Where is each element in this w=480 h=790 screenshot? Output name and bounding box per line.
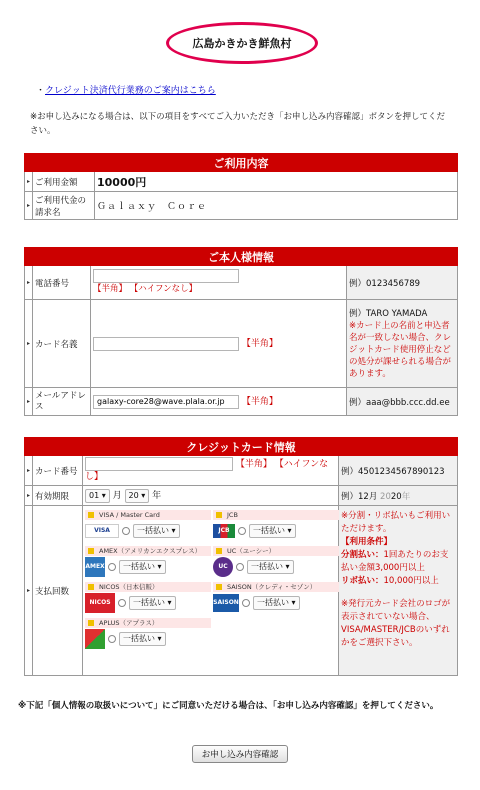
brand-option (85, 618, 211, 650)
expiry-example: 例）12月 2020年 (339, 486, 458, 506)
card-logo-icon: JCB (213, 524, 235, 538)
card-name-warning: ※カード上の名前と申込者名が一致しない場合、クレジットカード使用停止などの処分が課せられる場合があります。 (349, 320, 452, 379)
expiry-year-unit: 年 (152, 491, 162, 502)
card-number-example: 例）4501234567890123 (339, 456, 458, 486)
brand-radio[interactable] (108, 635, 116, 643)
expiry-month-select[interactable]: 01 ▾ (85, 489, 110, 503)
card-logo-icon: SAISON (213, 594, 239, 612)
brand-header: AMEX（アメリカンエクスプレス） (85, 546, 211, 556)
revo-label: リボ払い： (341, 576, 384, 586)
brand-header: NICOS（日本信販） (85, 582, 211, 592)
payment-label: 支払回数 (33, 506, 83, 676)
brand-option (85, 582, 211, 614)
expiry-label: 有効期限 (33, 486, 83, 506)
phone-label: 電話番号 (33, 266, 91, 300)
brand-radio[interactable] (242, 599, 250, 607)
usage-table (24, 153, 458, 220)
guide-link-row: ・クレジット決済代行業務のご案内はこちら (36, 86, 216, 96)
card-number-input[interactable] (85, 457, 233, 471)
row-marker: ▸ (25, 486, 33, 506)
card-name-note: 【半角】 (241, 339, 278, 350)
brand-radio[interactable] (236, 563, 244, 571)
amount-value: 10000円 (95, 172, 458, 192)
split-condition: 1回あたりのお支払い金額3,000円以上 (341, 550, 449, 573)
brand-option (213, 582, 339, 614)
privacy-notice: ※下記「個人情報の取扱いについて」にご同意いただける場合は、「お申し込み内容確認」を押してください。 (18, 701, 439, 711)
email-note: 【半角】 (241, 397, 278, 408)
personal-header: ご本人様情報 (25, 248, 458, 266)
installment-select[interactable]: 一括払い ▾ (249, 524, 296, 538)
brand-header: APLUS（アプラス） (85, 618, 211, 628)
expiry-year-select[interactable]: 20 ▾ (125, 489, 150, 503)
amount-label: ご利用金額 (33, 172, 95, 192)
card-number-note: 【半角】 【ハイフンなし】 (85, 459, 329, 483)
card-logo-icon: AMEX (85, 557, 105, 577)
card-name-input[interactable] (93, 337, 239, 351)
brand-radio[interactable] (118, 599, 126, 607)
card-logo-icon: NICOS (85, 593, 115, 613)
brand-radio[interactable] (122, 527, 130, 535)
card-name-label: カード名義 (33, 300, 91, 388)
billing-label: ご利用代金の請求名 (33, 192, 95, 220)
phone-note: 【半角】 【ハイフンなし】 (93, 284, 198, 295)
brand-option (85, 546, 211, 578)
installment-select[interactable]: 一括払い ▾ (133, 524, 180, 538)
row-marker: ▸ (25, 506, 33, 676)
brand-radio[interactable] (108, 563, 116, 571)
installment-select[interactable]: 一括払い ▾ (119, 632, 166, 646)
shop-title (166, 22, 318, 64)
intro-text: ※お申し込みになる場合は、以下の項目をすべてご入力いただき「お申し込み内容確認」ボタンを押してください。 (30, 112, 445, 136)
row-marker: ▸ (25, 388, 33, 416)
personal-table (24, 247, 458, 416)
card-logo-icon: VISA (85, 524, 119, 538)
card-logo-icon (85, 629, 105, 649)
card-logo-icon: UC (213, 557, 233, 577)
row-marker: ▸ (25, 266, 33, 300)
brand-grid (85, 510, 336, 650)
row-marker: ▸ (25, 172, 33, 192)
card-header: クレジットカード情報 (25, 438, 458, 456)
shop-name: 広島かきかき鮮魚村 (192, 37, 292, 50)
brand-option (213, 510, 339, 542)
pay-note-2: ※発行元カード会社のロゴが表示されていない場合、VISA/MASTER/JCBのいずれかをご選択下さい。 (341, 599, 451, 648)
guide-link[interactable]: クレジット決済代行業務のご案内はこちら (45, 86, 216, 96)
brand-radio[interactable] (238, 527, 246, 535)
installment-select[interactable]: 一括払い ▾ (247, 560, 294, 574)
confirm-button[interactable]: お申し込み内容確認 (192, 745, 288, 763)
split-label: 分割払い： (341, 550, 384, 560)
brand-header: UC（ユーシー） (213, 546, 339, 556)
installment-select[interactable]: 一括払い ▾ (119, 560, 166, 574)
phone-input[interactable] (93, 269, 239, 283)
expiry-month-unit: 月 (112, 491, 122, 502)
pay-note-1: ※分割・リボ払いもご利用いただけます。 (341, 511, 451, 534)
brand-header: SAISON（クレディ・セゾン） (213, 582, 339, 592)
pay-condition-title: 【利用条件】 (341, 537, 393, 547)
card-name-example: 例）TARO YAMADA (349, 308, 428, 319)
billing-value: Ｇａｌａｘｙ Ｃｏｒｅ (95, 192, 458, 220)
revo-condition: 10,000円以上 (383, 576, 439, 586)
usage-header: ご利用内容 (25, 154, 458, 172)
phone-example: 例）0123456789 (347, 266, 458, 300)
row-marker: ▸ (25, 192, 33, 220)
installment-select[interactable]: 一括払い ▾ (129, 596, 176, 610)
row-marker: ▸ (25, 456, 33, 486)
installment-select[interactable]: 一括払い ▾ (253, 596, 300, 610)
brand-option (85, 510, 211, 542)
email-input[interactable] (93, 395, 239, 409)
brand-header: JCB (213, 510, 339, 520)
brand-header: VISA / Master Card (85, 510, 211, 520)
email-example: 例）aaa@bbb.ccc.dd.ee (347, 388, 458, 416)
email-label: メールアドレス (33, 388, 91, 416)
card-table (24, 437, 458, 676)
row-marker: ▸ (25, 300, 33, 388)
brand-option (213, 546, 339, 578)
card-number-label: カード番号 (33, 456, 83, 486)
